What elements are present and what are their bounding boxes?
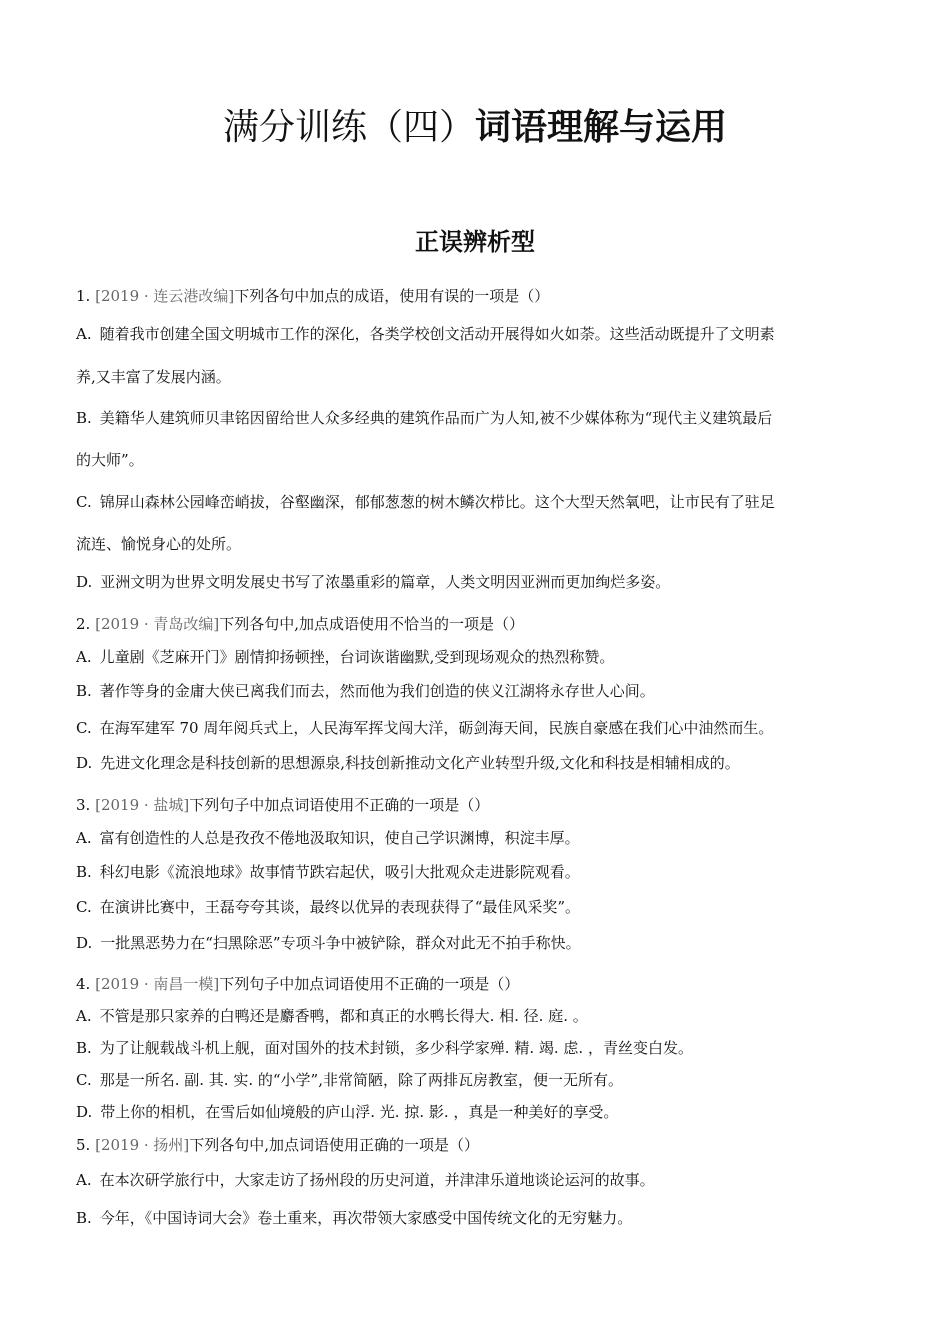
question-stem (76, 612, 876, 636)
option-text: 先进文化理念是科技创新的思想源泉,科技创新推动文化产业转型升级,文化和科技是相辅相成的。 (100, 754, 740, 772)
option-line (76, 716, 876, 740)
option-label: B. (76, 1039, 92, 1057)
question-source: [2019 · 扬州] (95, 1136, 190, 1154)
option-line (76, 895, 876, 919)
option-line-continued (76, 448, 876, 472)
option-label: A. (76, 1171, 92, 1189)
option-line (76, 931, 876, 955)
option-text: 亚洲文明为世界文明发展史书写了浓墨重彩的篇章，人类文明因亚洲而更加绚烂多姿。 (100, 573, 671, 591)
page-title (0, 100, 950, 156)
question-number: 4. (76, 975, 91, 993)
question-text: 下列各句中,加点成语使用不恰当的一项是（） (219, 615, 525, 633)
option-text: 一批黑恶势力在“扫黑除恶”专项斗争中被铲除，群众对此无不拍手称快。 (100, 934, 581, 952)
question-text: 下列各句中加点的成语，使用有误的一项是（） (234, 287, 550, 305)
option-label: D. (76, 1103, 93, 1121)
option-label: A. (76, 325, 92, 343)
option-label: B. (76, 1209, 92, 1227)
option-label: C. (76, 1071, 92, 1089)
option-text: 儿童剧《芝麻开门》剧情抑扬顿挫，台词诙谐幽默,受到现场观众的热烈称赞。 (99, 648, 615, 666)
option-text: 随着我市创建全国文明城市工作的深化，各类学校创文活动开展得如火如荼。这些活动既提升了文明素 (99, 325, 775, 343)
option-label: A. (76, 1007, 92, 1025)
option-label: D. (76, 754, 93, 772)
option-label: A. (76, 648, 92, 666)
option-label: D. (76, 934, 93, 952)
question-text: 下列句子中加点词语使用不正确的一项是（） (219, 975, 520, 993)
question-source: [2019 · 盐城] (95, 796, 190, 814)
option-line-continued (76, 532, 876, 556)
option-line (76, 1036, 876, 1060)
option-text: 锦屏山森林公园峰峦峭拔，谷壑幽深，郁郁葱葱的树木鳞次栉比。这个大型天然氧吧，让市民有了驻足 (99, 493, 775, 511)
question-source: [2019 · 南昌一模] (95, 975, 220, 993)
option-text: 富有创造性的人总是孜孜不倦地汲取知识，使自己学识渊博，积淀丰厚。 (99, 829, 580, 847)
option-label: B. (76, 409, 92, 427)
option-line (76, 1168, 876, 1192)
option-line (76, 1100, 876, 1124)
option-label: A. (76, 829, 92, 847)
question-stem (76, 1133, 876, 1157)
option-line (76, 679, 876, 703)
option-text: 科幻电影《流浪地球》故事情节跌宕起伏，吸引大批观众走进影院观看。 (99, 863, 580, 881)
option-line (76, 860, 876, 884)
option-line (76, 1068, 876, 1092)
option-text: 在本次研学旅行中，大家走访了扬州段的历史河道，并津津乐道地谈论运河的故事。 (99, 1171, 655, 1189)
question-stem (76, 284, 876, 308)
option-label: D. (76, 573, 93, 591)
option-line (76, 322, 876, 346)
option-line (76, 406, 876, 430)
option-text: 著作等身的金庸大侠已离我们而去，然而他为我们创造的侠义江湖将永存世人心间。 (99, 682, 655, 700)
question-stem (76, 793, 876, 817)
option-text: 美籍华人建筑师贝聿铭因留给世人众多经典的建筑作品而广为人知,被不少媒体称为“现代主义建筑最后 (99, 409, 773, 427)
option-label: B. (76, 682, 92, 700)
question-number: 5. (76, 1136, 91, 1154)
option-text: 今年，《中国诗词大会》卷土重来，再次带领大家感受中国传统文化的无穷魅力。 (99, 1209, 633, 1227)
option-text: 的大师”。 (76, 451, 144, 469)
option-text: 养,又丰富了发展内涵。 (76, 368, 231, 386)
option-text: 为了让舰载战斗机上舰，面对国外的技术封锁，多少科学家殚. 精. 竭. 虑. ，青丝变白发。 (99, 1039, 693, 1057)
question-text: 下列句子中加点词语使用不正确的一项是（） (189, 796, 490, 814)
option-line (76, 570, 876, 594)
page-title-prefix: 满分训练（四） (222, 107, 475, 148)
option-text: 在演讲比赛中，王磊夸夸其谈，最终以优异的表现获得了“最佳风采奖”。 (99, 898, 581, 916)
section-heading: 正误辨析型 (415, 228, 535, 256)
option-text: 带上你的相机，在雪后如仙境般的庐山浮. 光. 掠. 影. ，真是一种美好的享受。 (100, 1103, 619, 1121)
option-line (76, 751, 876, 775)
option-text: 流连、愉悦身心的处所。 (76, 535, 242, 553)
question-number: 1. (76, 287, 91, 305)
question-text: 下列各句中,加点词语使用正确的一项是（） (189, 1136, 480, 1154)
option-text: 那是一所名. 副. 其. 实. 的“小学”,非常简陋，除了两排瓦房教室，便一无所有。 (99, 1071, 623, 1089)
option-line (76, 1206, 876, 1230)
question-source: [2019 · 连云港改编] (95, 287, 235, 305)
question-stem (76, 972, 876, 996)
option-line (76, 826, 876, 850)
option-line (76, 490, 876, 514)
option-label: C. (76, 719, 92, 737)
option-label: C. (76, 493, 92, 511)
option-text: 在海军建军 70 周年阅兵式上，人民海军挥戈闯大洋，砺剑海天间，民族自豪感在我们心中油然而生。 (99, 719, 774, 737)
question-number: 2. (76, 615, 91, 633)
option-text: 不管是那只家养的白鸭还是麝香鸭，都和真正的水鸭长得大. 相. 径. 庭. 。 (99, 1007, 588, 1025)
option-line-continued (76, 365, 876, 389)
option-line (76, 645, 876, 669)
question-source: [2019 · 青岛改编] (95, 615, 220, 633)
option-label: B. (76, 863, 92, 881)
question-number: 3. (76, 796, 91, 814)
page-title-main: 词语理解与运用 (475, 107, 728, 148)
option-label: C. (76, 898, 92, 916)
option-line (76, 1004, 876, 1028)
